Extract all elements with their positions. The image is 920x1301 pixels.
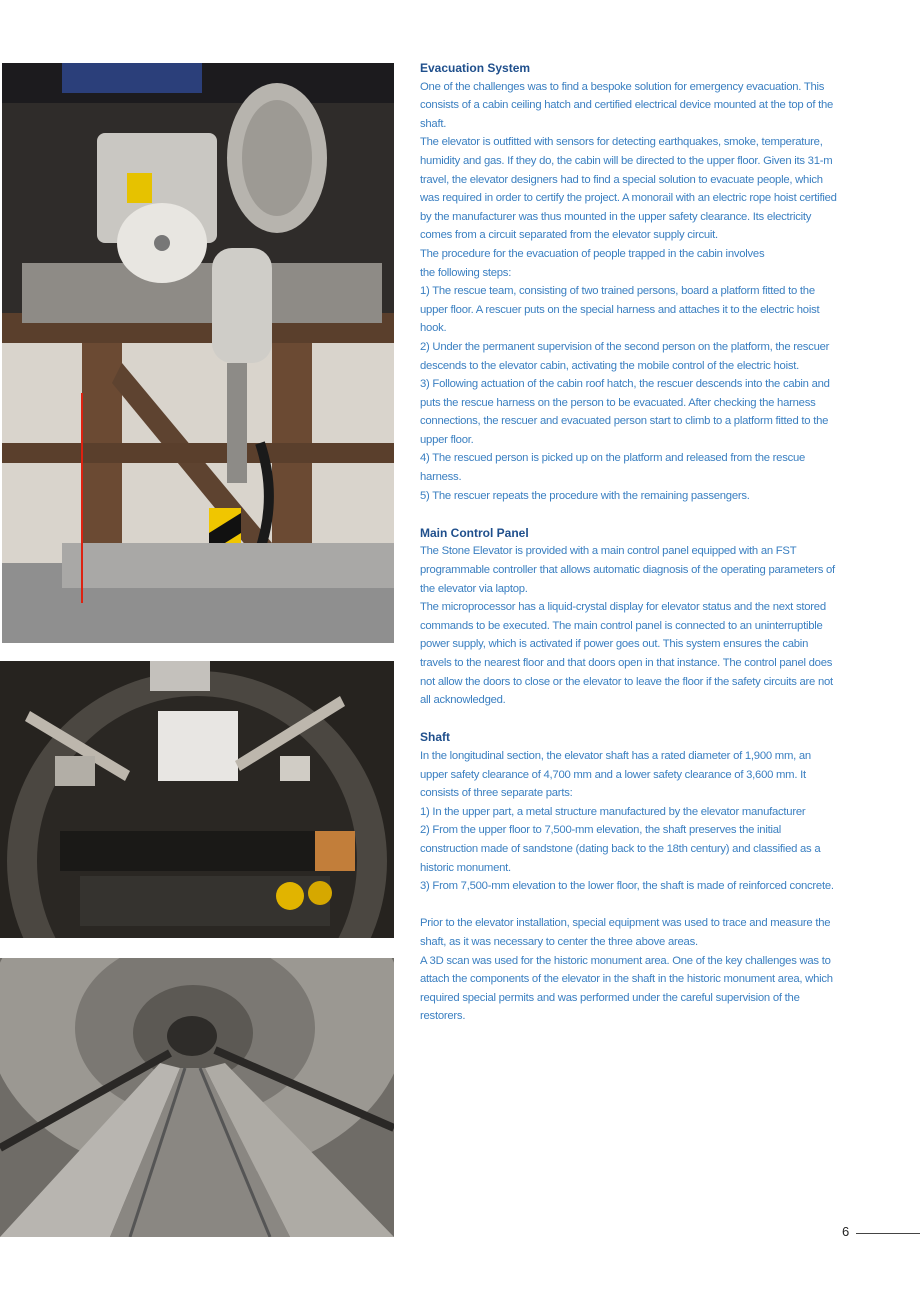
shaft-heading: Shaft xyxy=(420,730,450,745)
control-panel-heading: Main Control Panel xyxy=(420,525,529,540)
control-panel-para-2: The microprocessor has a liquid-crystal display for elevator status and the next stored commands to be executed. The main control panel is connected to an uninterruptible power supply, which is activated if power goes out. This system ensures the cabin travels to the nearest floor and that doors open in that instance. The control panel does not allow the doors to close or the elevator to leave the floor if the safety circuits are not all acknowledged. xyxy=(420,601,833,707)
shaft-part-1: 1) In the upper part, a metal structure manufactured by the elevator manufacturer xyxy=(420,805,806,818)
shaft-para-3: A 3D scan was used for the historic monument area. One of the key challenges was to attach the components of the elevator in the shaft in the historic monument area, which required special permits and was performed under the careful supervision of the restorers. xyxy=(420,954,833,1023)
paragraph-gap xyxy=(420,896,838,915)
evacuation-para-2: The elevator is outfitted with sensors for detecting earthquakes, smoke, temperature, humidity and gas. If they do, the cabin will be directed to the upper floor. Given its 31-m travel, the elevator designers had to find a special solution to evacuate people, which was required in order to certify the project. A monorail with an electric rope hoist certified by the manufacturer was thus mounted in the upper safety clearance. Its electricity comes from a circuit separated from the elevator supply circuit. xyxy=(420,136,837,242)
section-gap xyxy=(420,505,838,524)
shaft-photo xyxy=(0,958,394,1237)
evacuation-heading: Evacuation System xyxy=(420,61,531,75)
hoist-photo xyxy=(2,63,394,643)
text-column xyxy=(420,59,838,1026)
evacuation-step-5: 5) The rescuer repeats the procedure with the remaining passengers. xyxy=(420,489,750,502)
evacuation-para-3-line-1: The procedure for the evacuation of people trapped in the cabin involves xyxy=(420,247,765,260)
shaft-para-1: In the longitudinal section, the elevator shaft has a rated diameter of 1,900 mm, an upper safety clearance of 4,700 mm and a lower safety clearance of 3,600 mm. It consists of three separate parts: xyxy=(420,749,811,800)
evacuation-step-4: 4) The rescued person is picked up on the platform and released from the rescue harness. xyxy=(420,452,806,484)
page-number: 6 xyxy=(842,1224,850,1239)
evacuation-para-1: One of the challenges was to find a bespoke solution for emergency evacuation. This consists of a cabin ceiling hatch and certified electrical device mounted at the top of the shaft. xyxy=(420,80,834,130)
control-panel-para-1: The Stone Elevator is provided with a main control panel equipped with an FST programmable controller that allows automatic diagnosis of the operating parameters of the elevator via laptop. xyxy=(420,545,835,595)
shaft-part-3: 3) From 7,500-mm elevation to the lower floor, the shaft is made of reinforced concrete. xyxy=(420,880,834,893)
evacuation-para-3-line-2: the following steps: xyxy=(420,266,512,279)
evacuation-step-2: 2) Under the permanent supervision of the second person on the platform, the rescuer descends to the elevator cabin, activating the mobile control of the electric hoist. xyxy=(420,340,830,372)
evacuation-step-1: 1) The rescue team, consisting of two trained persons, board a platform fitted to the upper floor. A rescuer puts on the special harness and attaches it to the electric hoist hook. xyxy=(420,285,820,335)
section-gap xyxy=(420,710,838,729)
cabin-top-photo xyxy=(0,661,394,938)
evacuation-step-3: 3) Following actuation of the cabin roof hatch, the rescuer descends into the cabin and puts the rescue harness on the person to be evacuated. After checking the harness connections, the rescuer and evacuated person start to climb to a platform fitted to the upper floor. xyxy=(420,378,830,446)
shaft-part-2: 2) From the upper floor to 7,500-mm elevation, the shaft preserves the initial construction made of sandstone (dating back to the 18th century) and classified as a historic monument. xyxy=(420,824,821,874)
page-number-rule xyxy=(856,1233,920,1234)
shaft-para-2: Prior to the elevator installation, special equipment was used to trace and measure the shaft, as it was necessary to center the three above areas. xyxy=(420,917,831,948)
